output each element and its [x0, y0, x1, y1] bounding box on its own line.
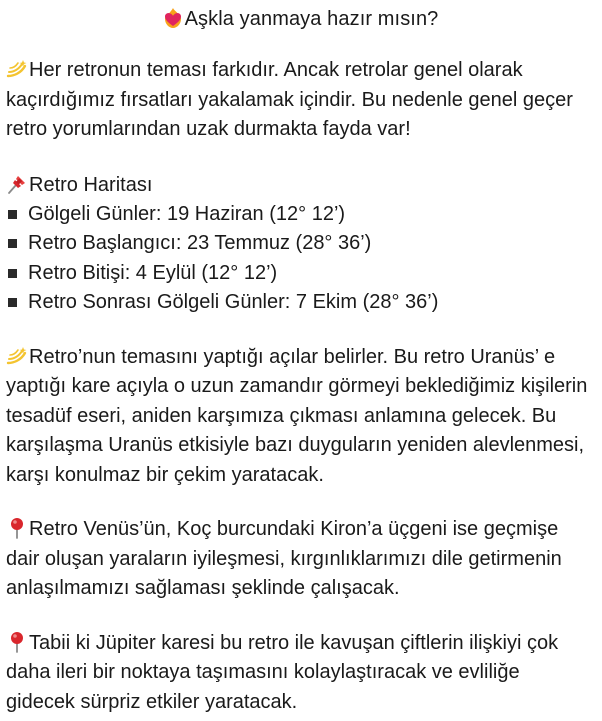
bullet-square-icon	[8, 269, 17, 278]
list-item-text: Retro Sonrası Gölgeli Günler: 7 Ekim (28° 36’)	[28, 291, 439, 313]
list-item-text: Retro Bitişi: 4 Eylül (12° 12’)	[28, 261, 278, 284]
chiron-paragraph	[6, 515, 594, 604]
title-text: Aşkla yanmaya hazır mısın?	[184, 8, 439, 30]
list-item	[6, 229, 594, 259]
intro-paragraph	[6, 56, 594, 145]
paragraph-text: Tabii ki Jüpiter karesi bu retro ile kavuşan çiftlerin ilişkiyi çok daha ileri bir noktaya taşımasını kolaylaştıracak ve evliliğe gidecek sürpriz etkiler yaratacak.	[6, 631, 559, 713]
uranus-paragraph	[6, 343, 594, 491]
jupiter-paragraph	[6, 629, 594, 718]
bullet-square-icon	[8, 239, 17, 248]
list-item	[6, 288, 594, 318]
burning-heart-icon	[162, 7, 184, 29]
intro-text: Her retronun teması farkıdır. Ancak retrolar genel olarak kaçırdığımız fırsatları yakalamak içindir. Bu nedenle genel geçer retro yorumlarından uzak durmakta fayda var!	[6, 59, 573, 140]
post-title	[6, 4, 594, 34]
dizzy-icon	[6, 345, 28, 367]
list-item	[6, 200, 594, 230]
bullet-square-icon	[8, 298, 17, 307]
list-item-text: Gölgeli Günler: 19 Haziran (12° 12’)	[28, 202, 346, 225]
round-pushpin-icon	[6, 631, 28, 653]
dizzy-icon	[6, 58, 28, 80]
round-pushpin-icon	[6, 517, 28, 539]
retro-map-list	[6, 200, 594, 318]
retro-map-heading	[6, 170, 594, 200]
list-item-text: Retro Başlangıcı: 23 Temmuz (28° 36’)	[28, 232, 372, 254]
list-item	[6, 259, 594, 289]
bullet-square-icon	[8, 210, 17, 219]
retro-map-heading-text: Retro Haritası	[29, 173, 153, 196]
paragraph-text: Retro’nun temasını yaptığı açılar belirler. Bu retro Uranüs’ e yaptığı kare açıyla o uzun zamandır görmeyi beklediğimiz kişilerin tesadüf eseri, aniden karşımıza çıkması anlamına gelecek. Bu karşılaşma Uranüs etkisiyle bazı duyguların yeniden alevlenmesi, karşı konulmaz bir çekim yaratacak.	[6, 345, 588, 486]
pushpin-icon	[6, 173, 28, 195]
paragraph-text: Retro Venüs’ün, Koç burcundaki Kiron’a üçgeni ise geçmişe dair oluşan yaraların iyileşmesi, kırgınlıklarımızı dile getirmenin anlaşılmamızı sağlaması şeklinde çalışacak.	[6, 518, 562, 599]
